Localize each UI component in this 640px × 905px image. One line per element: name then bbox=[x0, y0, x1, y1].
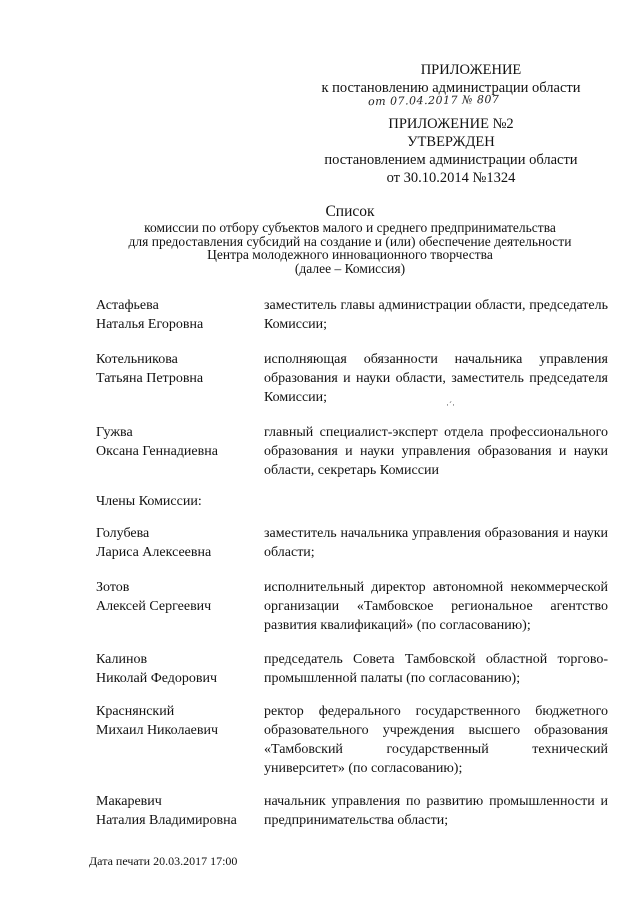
subtitle-line: Центра молодежного инновационного творчества bbox=[207, 247, 493, 262]
member-role: исполнительный директор автономной некоммерческой организации «Тамбовское региональное агентство развития квалификаций» (по согласованию); bbox=[264, 580, 608, 633]
document-subtitle bbox=[80, 221, 620, 275]
subtitle-line: (далее – Комиссия) bbox=[294, 260, 406, 276]
member-name bbox=[96, 350, 256, 388]
member-role: начальник управления по развитию промышленности и предпринимательства области; bbox=[264, 794, 608, 828]
member-name bbox=[96, 792, 256, 830]
member-given-names: Татьяна Петровна bbox=[96, 371, 204, 386]
member-role: заместитель главы администрации области, председатель Комиссии; bbox=[264, 298, 608, 332]
member-surname: Гужва bbox=[96, 425, 133, 440]
appendix-2-title: ПРИЛОЖЕНИЕ №2 bbox=[388, 116, 514, 132]
member-given-names: Наталья Егоровна bbox=[96, 317, 204, 332]
member-surname: Краснянский bbox=[96, 704, 175, 719]
member-role: ректор федерального государственного бюджетного образовательного учреждения высшего образования «Тамбовский государственный технический университет» (по согласованию); bbox=[264, 704, 608, 776]
member-role: главный специалист-эксперт отдела профессионального образования и науки управления образования и науки области, секретарь Комиссии bbox=[264, 425, 608, 478]
member-surname: Голубева bbox=[96, 526, 150, 541]
member-name bbox=[96, 702, 256, 740]
member-surname: Астафьева bbox=[96, 298, 159, 313]
scan-speck: ·ˊ· bbox=[446, 400, 455, 410]
appendix-2-header bbox=[306, 115, 596, 187]
member-role: председатель Совета Тамбовской областной торгово-промышленной палаты (по согласованию); bbox=[264, 652, 608, 686]
member-name bbox=[96, 296, 256, 334]
subtitle-line: для предоставления субсидий на создание и (или) обеспечение деятельности bbox=[128, 233, 572, 249]
appendix-header bbox=[306, 61, 596, 97]
members-label: Члены Комиссии: bbox=[96, 494, 202, 509]
member-surname: Зотов bbox=[96, 580, 130, 595]
member-given-names: Наталия Владимировна bbox=[96, 813, 237, 828]
member-given-names: Лариса Алексеевна bbox=[96, 545, 212, 560]
member-name bbox=[96, 524, 256, 562]
approved-label: УТВЕРЖДЕН bbox=[407, 134, 495, 150]
approved-by-line: постановлением администрации области bbox=[324, 152, 578, 168]
member-name bbox=[96, 423, 256, 461]
member-role: исполняющая обязанности начальника управления образования и науки области, заместитель председателя Комиссии; bbox=[264, 352, 608, 405]
member-given-names: Михаил Николаевич bbox=[96, 723, 219, 738]
document-title: Список bbox=[325, 203, 375, 220]
member-surname: Котельникова bbox=[96, 352, 178, 367]
member-given-names: Алексей Сергеевич bbox=[96, 599, 212, 614]
member-surname: Макаревич bbox=[96, 794, 162, 809]
print-date: Дата печати 20.03.2017 17:00 bbox=[89, 854, 238, 868]
approved-date-line: от 30.10.2014 №1324 bbox=[386, 170, 516, 186]
appendix-line: к постановлению администрации области bbox=[321, 80, 581, 96]
handwritten-date-number: от 07.04.2017 № 807 bbox=[367, 92, 500, 109]
member-name bbox=[96, 650, 256, 688]
appendix-title: ПРИЛОЖЕНИЕ bbox=[420, 62, 522, 78]
member-name bbox=[96, 578, 256, 616]
member-given-names: Оксана Геннадиевна bbox=[96, 444, 218, 459]
member-role: заместитель начальника управления образования и науки области; bbox=[264, 526, 608, 560]
member-given-names: Николай Федорович bbox=[96, 671, 218, 686]
subtitle-line: комиссии по отбору субъектов малого и среднего предпринимательства bbox=[144, 220, 556, 235]
member-surname: Калинов bbox=[96, 652, 148, 667]
